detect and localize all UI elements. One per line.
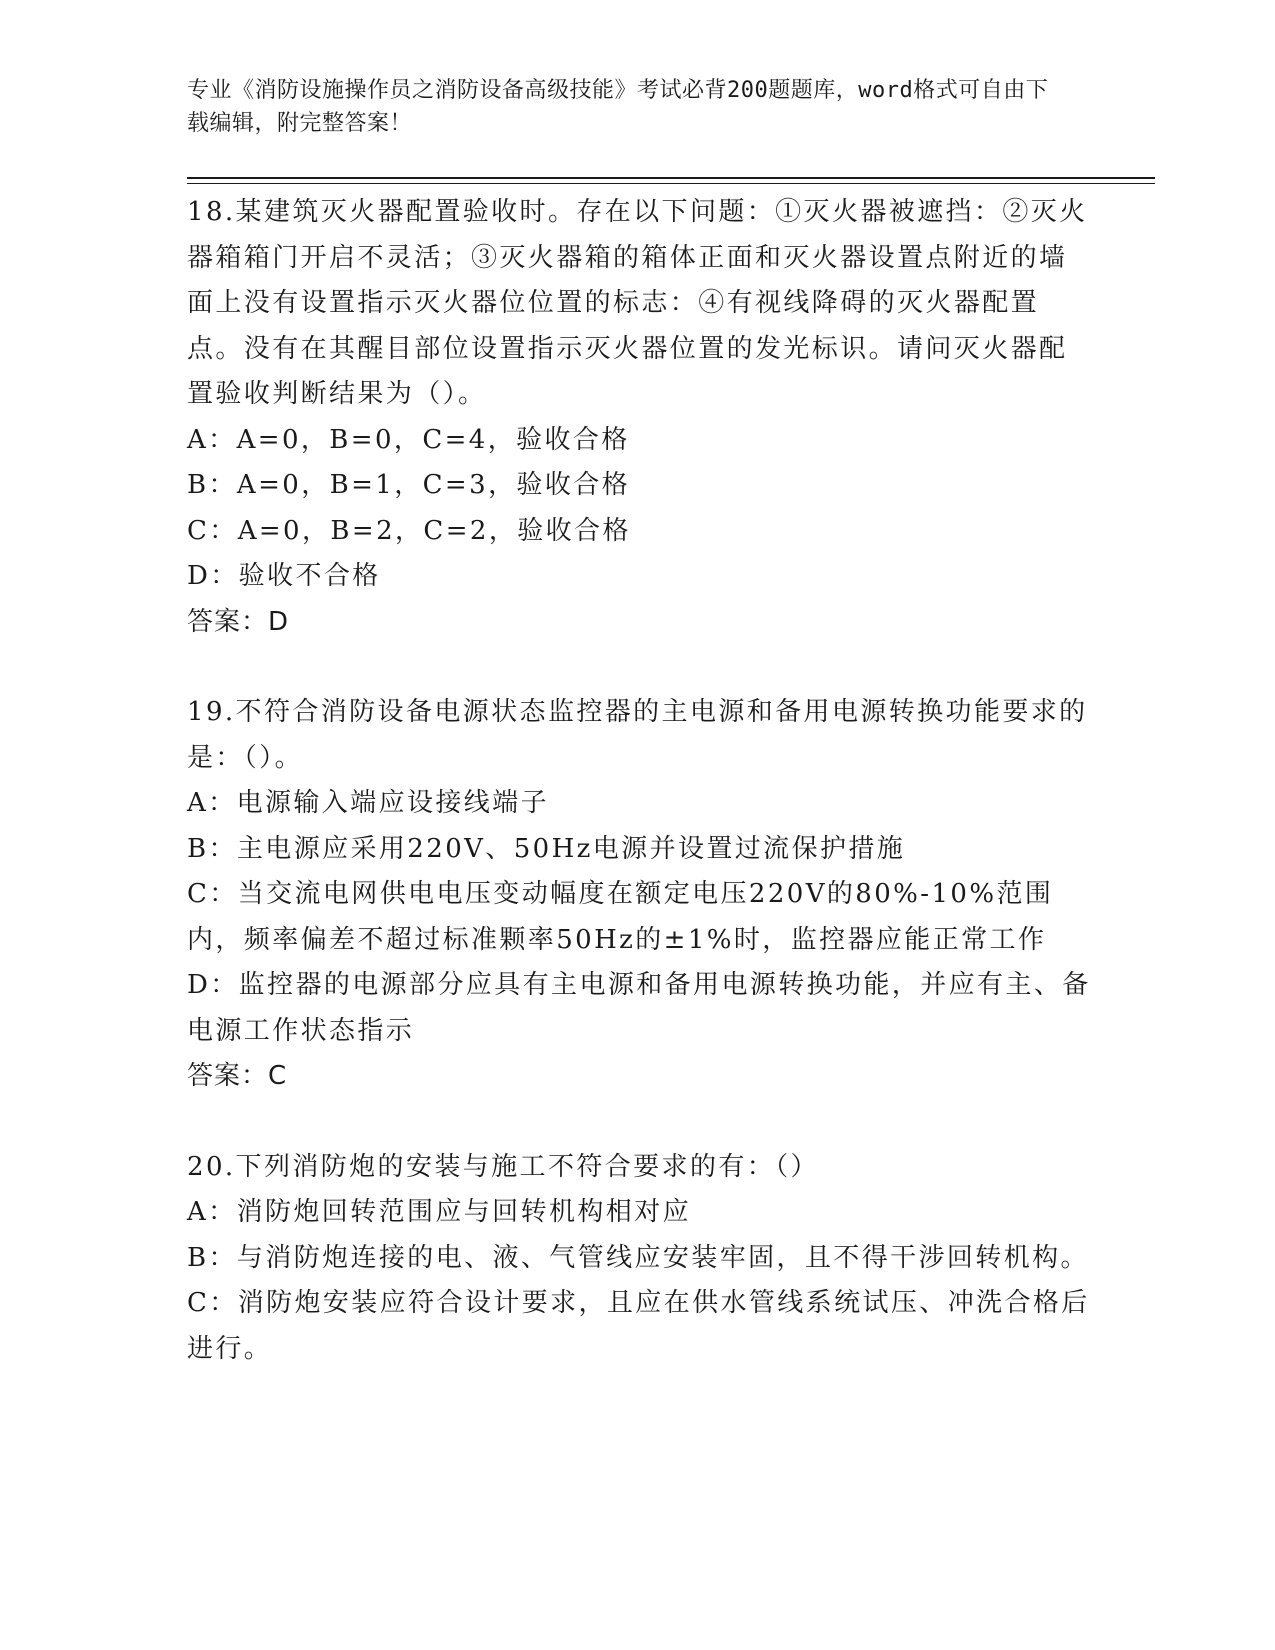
option-a: A：A=0，B=0，C=4，验收合格 (187, 424, 630, 455)
question-stem: 18.某建筑灭火器配置验收时。存在以下问题：①灭火器被遮挡：②灭火器箱箱门开启不灵活；③灭火器箱的箱体正面和灭火器设置点附近的墙面上没有设置指示灭火器位位置的标志：④有视线降碍的灭火器配置点。没有在其醒目部位设置指示灭火器位置的发光标识。请问灭火器配置验收判断结果为（）。 (187, 197, 1088, 409)
option-a: A：消防炮回转范围应与回转机构相对应 (187, 1197, 691, 1227)
option-c: C：A=0，B=2，C=2，验收合格 (187, 515, 631, 546)
option-b: B：主电源应采用220V、50Hz电源并设置过流保护措施 (187, 833, 906, 864)
option-c: C：当交流电网供电电压变动幅度在额定电压220V的80%-10%范围内，频率偏差不超过标准颗率50Hz的±1%时，监控器应能正常工作 (187, 879, 1054, 955)
answer: 答案：C (187, 1061, 288, 1091)
option-b: B：与消防炮连接的电、液、气管线应安装牢固，且不得干涉回转机构。 (187, 1242, 1089, 1273)
question-list (187, 190, 1092, 1372)
question-stem: 20.下列消防炮的安装与施工不符合要求的有：（） (187, 1151, 819, 1182)
header-divider-thick (187, 177, 1155, 179)
header-title: 专业《消防设施操作员之消防设备高级技能》考试必背200题题库，word格式可自由下载编辑，附完整答案！ (187, 78, 1049, 136)
option-d: D：监控器的电源部分应具有主电源和备用电源转换功能，并应有主、备电源工作状态指示 (187, 970, 1091, 1046)
question-18 (187, 190, 1092, 645)
answer: 答案：D (187, 606, 290, 637)
option-d: D：验收不合格 (187, 561, 381, 591)
header-divider-thin (187, 183, 1155, 184)
document-header (187, 74, 1067, 140)
question-20 (187, 1145, 1092, 1373)
question-stem: 19.不符合消防设备电源状态监控器的主电源和备用电源转换功能要求的是：（）。 (187, 697, 1088, 773)
question-19 (187, 690, 1092, 1100)
option-b: B：A=0，B=1，C=3，验收合格 (187, 470, 631, 500)
option-c: C：消防炮安装应符合设计要求，且应在供水管线系统试压、冲洗合格后进行。 (187, 1288, 1090, 1364)
option-a: A：电源输入端应设接线端子 (187, 788, 549, 818)
